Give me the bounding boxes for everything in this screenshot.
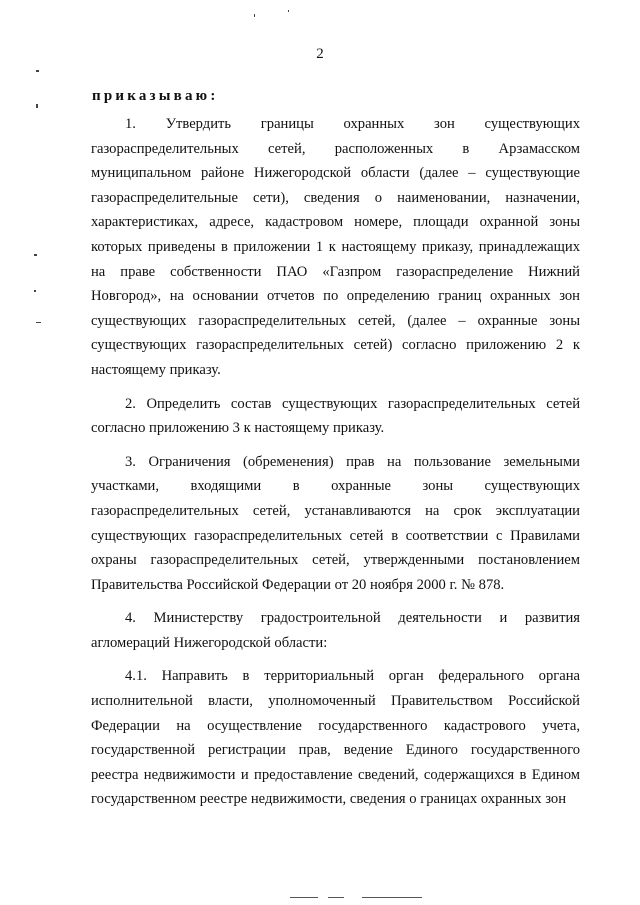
paragraph-4-1: 4.1. Направить в территориальный орган федерального органа исполнительной власти, уполномоченный Правительством Российской Федерации на осуществление государственного кадастрового учета, государственной регистрации прав, ведение Единого государственного реестра недвижимости и предоставление сведений, содержащихся в Едином государственном реестре недвижимости, сведения о границах охранных зон [91,668,580,808]
scan-mark [36,104,38,108]
scan-mark [36,322,41,323]
paragraph-4: 4. Министерству градостроительной деятельности и развития агломераций Нижегородской области: [91,610,580,651]
scan-mark [34,254,37,256]
bottom-rule [362,897,422,898]
page-number: 2 [316,46,324,62]
scan-mark [288,10,289,12]
bottom-rule [328,897,344,898]
bottom-rule [290,897,318,898]
order-heading: приказываю: [92,88,219,104]
paragraph-3: 3. Ограничения (обременения) прав на пользование земельными участками, входящими в охранные зоны существующих газораспределительных сетей, устанавливаются на срок эксплуатации существующих газораспределительных сетей в соответствии с Правилами охраны газораспределительных сетей, утвержденными постановлением Правительства Российской Федерации от 20 ноября 2000 г. № 878. [91,453,580,593]
scan-mark [36,70,39,72]
document-body [91,112,580,821]
paragraph-2: 2. Определить состав существующих газораспределительных сетей согласно приложению 3 к настоящему приказу. [91,395,580,437]
paragraph-1: 1. Утвердить границы охранных зон существующих газораспределительных сетей, расположенных в Арзамасском муниципальном районе Нижегородской области (далее – существующие газораспределительные сети), сведения о наименовании, назначении, характеристиках, адресе, кадастровом номере, площади охранной зоны которых приведены в приложении 1 к настоящему приказу, принадлежащих на праве собственности ПАО «Газпром газораспределение Нижний Новгород», на основании отчетов по определению границ охранных зон существующих газораспределительных сетей, (далее – охранные зоны существующих газораспределительных сетей) согласно приложению 2 к настоящему приказу. [91,116,580,378]
scan-mark [254,14,255,17]
scan-mark [34,290,36,292]
